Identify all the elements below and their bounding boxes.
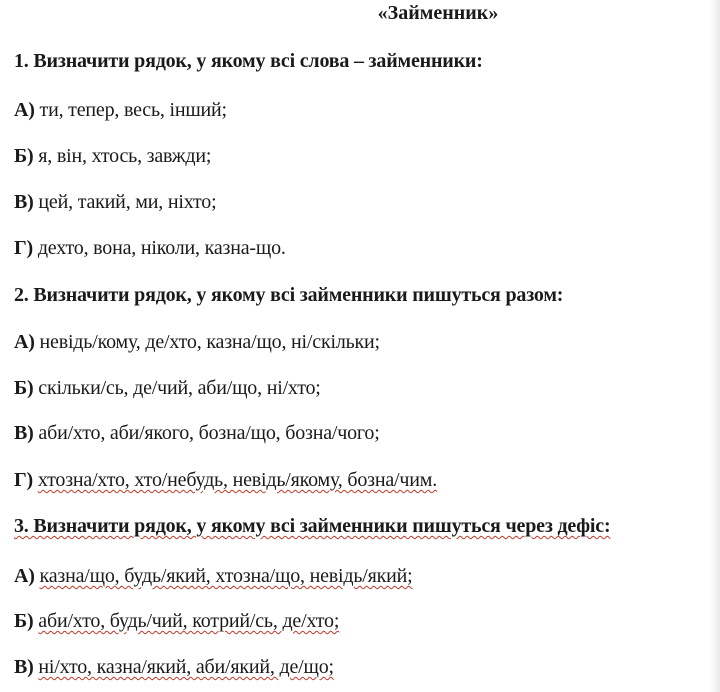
option-letter: Г)	[14, 469, 33, 491]
option-text: скільки/сь, де/чий, аби/що, ні/хто;	[38, 377, 321, 399]
option-text: дехто, вона, ніколи, казна-що.	[37, 237, 286, 259]
option-letter: Б)	[14, 610, 34, 632]
option-text: невідь/кому, де/хто, казна/що, ні/скільки;	[39, 331, 380, 353]
q1-option-a	[14, 99, 227, 122]
q1-option-c	[14, 191, 216, 214]
option-letter: А)	[14, 99, 35, 121]
option-letter: А)	[14, 331, 35, 353]
option-letter: Г)	[14, 237, 33, 259]
q2-option-b	[14, 377, 321, 400]
option-text: казна/що, будь/який, хтозна/що, невідь/який;	[39, 565, 413, 587]
q2-option-c	[14, 422, 380, 445]
q3-option-c	[14, 656, 334, 679]
question-2-heading: 2. Визначити рядок, у якому всі займенники пишуться разом:	[14, 284, 564, 306]
option-letter: В)	[14, 191, 34, 213]
option-letter: Б)	[14, 377, 34, 399]
option-text: хтозна/хто, хто/небудь, невідь/якому, бозна/чим.	[37, 469, 438, 491]
q2-option-d	[14, 469, 437, 492]
q1-option-d	[14, 237, 286, 260]
page-edge-shadow	[710, 0, 720, 692]
question-1-heading: 1. Визначити рядок, у якому всі слова – займенники:	[14, 50, 483, 72]
option-text: аби/хто, будь/чий, котрий/сь, де/хто;	[38, 610, 340, 632]
q3-option-b	[14, 610, 339, 633]
option-letter: Б)	[14, 145, 34, 167]
q3-option-a	[14, 565, 413, 588]
option-text: аби/хто, аби/якого, бозна/що, бозна/чого;	[38, 422, 380, 444]
option-letter: В)	[14, 422, 34, 444]
question-3-heading-text: 3. Визначити рядок, у якому всі займенники пишуться через дефіс:	[14, 515, 611, 537]
option-text: ти, тепер, весь, інший;	[39, 99, 227, 121]
option-text: цей, такий, ми, ніхто;	[38, 191, 217, 213]
q2-option-a	[14, 331, 380, 354]
option-text: ні/хто, казна/який, аби/який, де/що;	[38, 656, 334, 678]
question-3-heading	[14, 515, 610, 538]
option-text: я, він, хтось, завжди;	[38, 145, 212, 167]
q1-option-b	[14, 145, 211, 168]
document-title: «Займенник»	[377, 2, 499, 24]
option-letter: А)	[14, 565, 35, 587]
option-letter: В)	[14, 656, 34, 678]
